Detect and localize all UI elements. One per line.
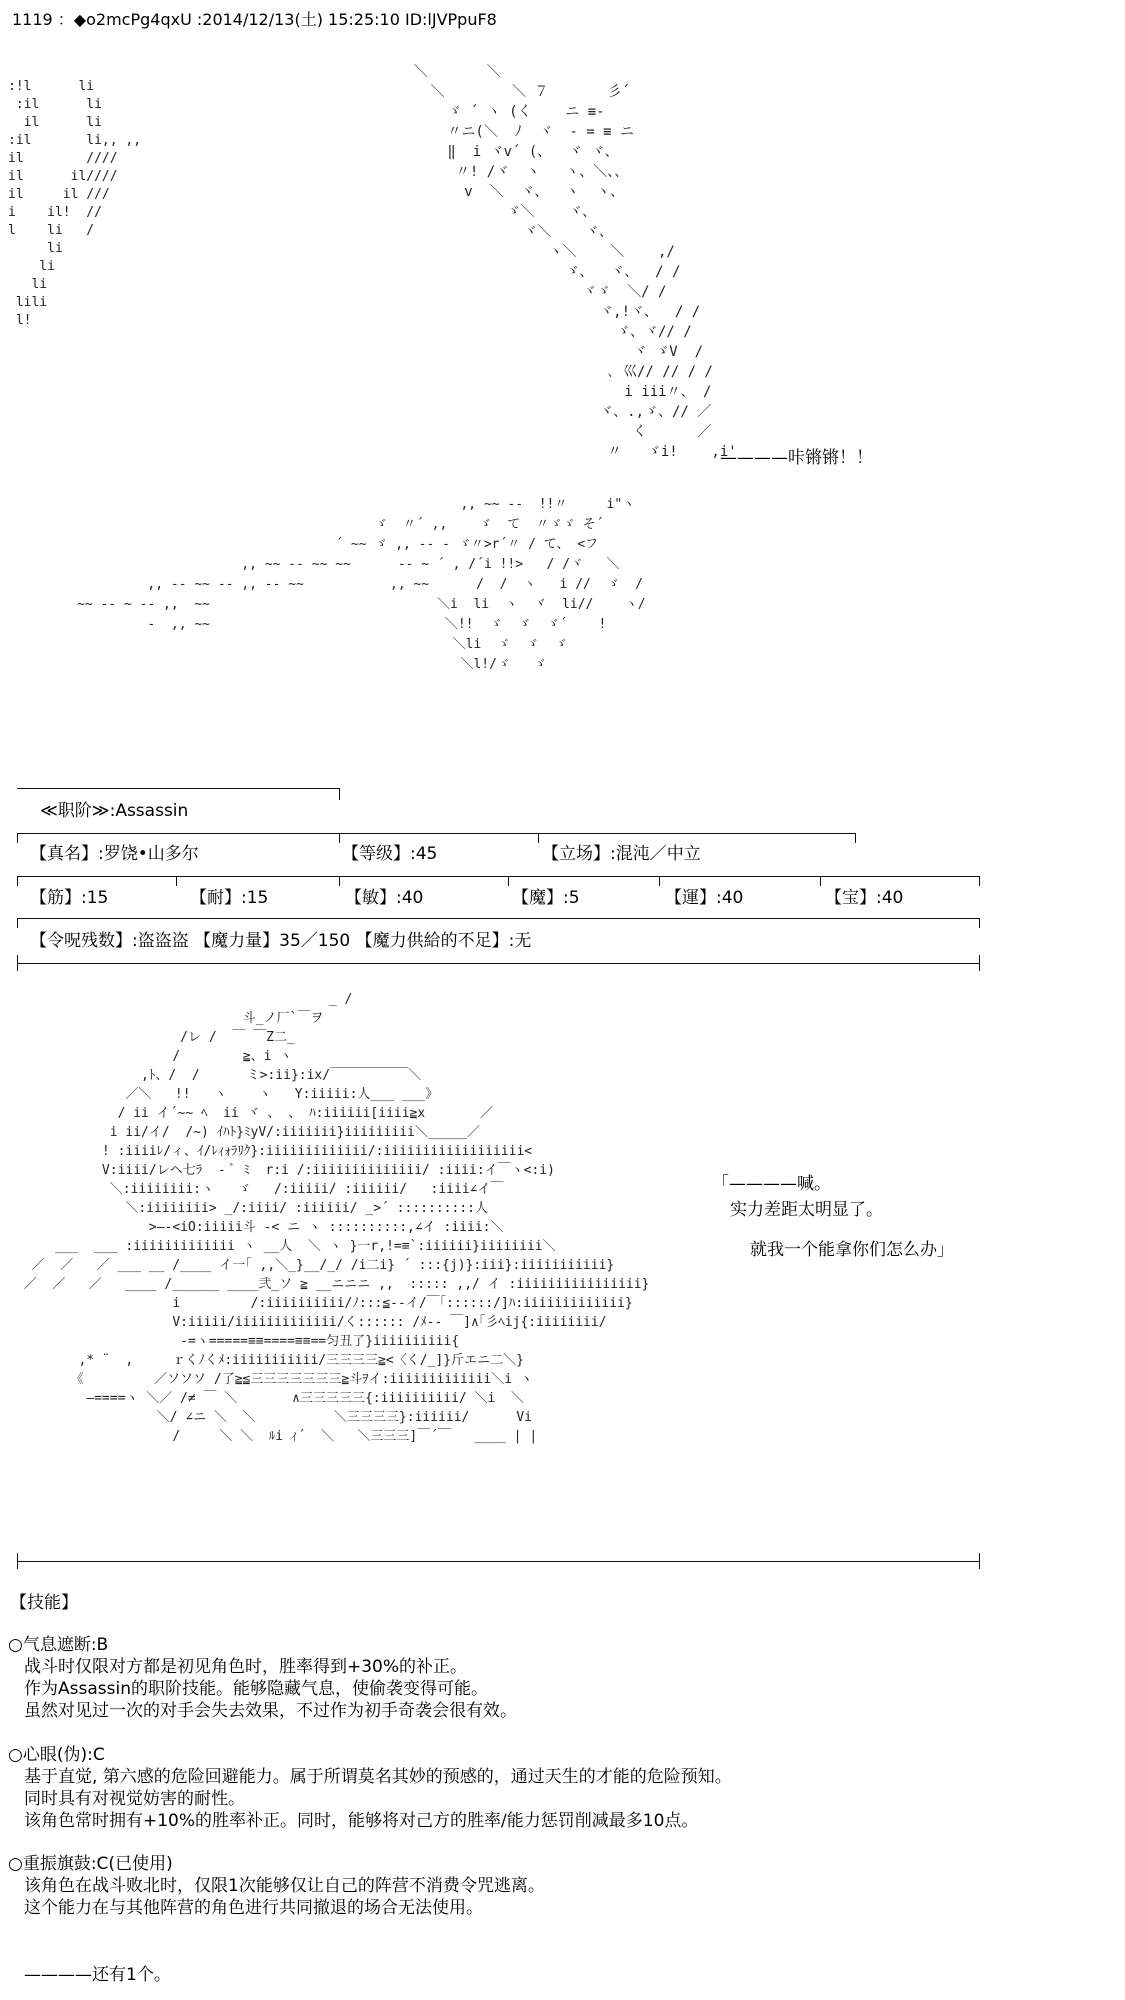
clang-sfx: ————咔锵锵！！ xyxy=(720,448,873,468)
stat-class: ≪职阶≫:Assassin xyxy=(40,801,189,821)
dialog-line-1: 「————喊。 xyxy=(712,1174,831,1194)
art-top-left: :!l li :il li il li :il li,, ,, il //// il il//// il il /// i il! // l li / li li li lili l! xyxy=(8,79,142,328)
skills-heading: 【技能】 xyxy=(10,1593,78,1613)
skill-1-line-1: 战斗时仅限对方都是初见角色时，胜率得到+30%的补正。 xyxy=(24,1657,468,1677)
stat-np: 【宝】:40 xyxy=(825,888,904,908)
skill-3-title: ○重振旗鼓:C(已使用) xyxy=(8,1854,173,1874)
dialog-line-2: 实力差距太明显了。 xyxy=(730,1200,883,1220)
stat-str: 【筋】:15 xyxy=(30,888,109,908)
stat-extra: 【令呪残数】:盗盗盗 【魔力量】35／150 【魔力供給的不足】:无 xyxy=(30,931,532,951)
stat-agi: 【敏】:40 xyxy=(345,888,424,908)
skill-1-title: ○气息遮断:B xyxy=(8,1635,109,1655)
dialog-line-3: 就我一个能拿你们怎么办」 xyxy=(750,1240,954,1260)
stat-luck: 【運】:40 xyxy=(665,888,744,908)
post-header: 1119 ：◆o2mcPg4qxU :2014/12/13(土) 15:25:10 ID:lJVPpuF8 xyxy=(12,10,497,29)
footer-note: ————还有1个。 xyxy=(24,1965,171,1985)
skill-3-line-1: 该角色在战斗败北时，仅限1次能够仅让自己的阵营不消费令咒逃离。 xyxy=(24,1876,545,1896)
skill-1-line-2: 作为Assassin的职阶技能。能够隐藏气息，使偷袭变得可能。 xyxy=(24,1679,488,1699)
divider xyxy=(17,1561,979,1562)
art-top-right: ＼ ＼ ＼ ＼ ７ 彡´ ゞ ´ ヽ (く ニ ≡- 〃ニ(＼ ﾉ ヾ - = ≡ ニ ‖ i ヾv´ (、 ヾ ヾ、 〃! /ヾ ヽ ヽ、＼、、 v ＼ ヾ、 ヽ ヽ、 ゞ＼ ヾ、 ヾ＼ ヾ、 ヽ＼ ＼ ,/ ゞ、 ヾ、 / / ヾゞ ＼/ / ヾ,!ヾ、 / / ゞ、ヾ// / ヾ ゞV / ､ 巛// // / / i iii〃、 / ヾ、.,ゞ、// ／ く ／ 〃 ゞi! ,i' xyxy=(413,64,737,460)
art-character: _ / 斗_ノ厂`￣ヲ /レ / ￣ ￣Z二_ / ≧、i ヽ ,ﾄ、/ / ミ>:ii}:ix/￣￣￣￣￣￣＼ ／＼ !! ヽ ヽ Y:iiiii:人___ ___》 / ii イ´~~ ﾍ ii ヾ 、 、 ﾊ:iiiiii[iiii≧x ／ i ii/イ/ /~) ｲﾊﾄ}ﾐyV/:iiiiiii}iiiiiiiii＼_____／ ! :iiiiﾚ/ィ、ｲ/ﾚｨｫﾗﾘｸ}:iiiiiiiiiiiii/:iiiiiiiiiiiiiiiiii< V:iiii/レヘ七ﾗ ‐ ﾞ ﾐ r:i /:iiiiiiiiiiiiii/ :iiii:イ￣ヽ<:i) ＼:iiiiiiii:ヽ ゞ /:iiiii/ :iiiiii/ :iiii∠イ￣ ＼:iiiiiiii> _/:iiii/ :iiiiii/ _>´ ::::::::::人 >―-<iO:iiiii斗 -< ニ ヽ ::::::::::,∠イ :iiii:＼ ___ ___ :iiiiiiiiiiiii ヽ __人 ＼ ヽ }一r,!=≡`:iiiiii}iiiiiiii＼ ／ ／ ／ ___ __ /____ イ一｢ ,,＼_}__/_/ /i二i} ´ :::{j)}:iii}:iiiiiiiiiii} ／ ／ ／ ____ /______ ____弐_ソ ≧ __ニニニ ,, ::::: ,,/ イ :iiiiiiiiiiiiiiii} i /:iiiiiiiiii/ﾉ:::≦-‐イ/￣｢::::::/]ﾊ:iiiiiiiiiiiii} V:iiiii/iiiiiiiiiiiii/く:::::: /ﾒ-‐ ￣]∧｢彡ﾍij{:iiiiiiii/ ‐=ヽ=====≡≡====≡≡==匀丑了}iiiiiiiiii{ ,* ¨ , ｒくﾉくﾒ:iiiiiiiiiii/三三三三≧<〈く/_]}斤エニ二＼} 《 ／ソソソ /了≧≦三三三三三三三≧斗ｦイ:iiiiiiiiiiiii＼i ヽ ―====ヽ ＼／ /≠ ￣ ＼ ∧三三三三三{:iiiiiiiiii/ ＼i ＼ ＼/ ∠ニ ＼ ＼ ＼三三三三}:iiiiii/ Vi / ＼ ＼ ﾙi ｨ´ ＼ ＼三三三]￣´￣ ____ | | xyxy=(23,992,650,1444)
stat-level: 【等级】:45 xyxy=(342,844,438,864)
skill-3-line-2: 这个能力在与其他阵营的角色进行共同撤退的场合无法使用。 xyxy=(24,1898,483,1918)
skill-2-line-2: 同时具有对视觉妨害的耐性。 xyxy=(24,1789,245,1809)
stat-mag: 【魔】:5 xyxy=(512,888,580,908)
skill-2-title: ○心眼(伪):C xyxy=(8,1745,105,1765)
stat-true-name: 【真名】:罗饶•山多尔 xyxy=(30,844,199,864)
stat-alignment: 【立场】:混沌／中立 xyxy=(542,844,701,864)
skill-1-line-3: 虽然对见过一次的对手会失去效果，不过作为初手奇袭会很有效。 xyxy=(24,1701,517,1721)
stat-end: 【耐】:15 xyxy=(190,888,269,908)
skill-2-line-3: 该角色常时拥有+10%的胜率补正。同时，能够将对己方的胜率/能力惩罚削减最多10点。 xyxy=(24,1811,699,1831)
skill-2-line-1: 基于直觉, 第六感的危险回避能力。属于所谓莫名其妙的预感的，通过天生的才能的危险预知。 xyxy=(24,1767,732,1787)
art-streaks: ,, ~~ ‐‐ !!〃 i"ヽ ゞ 〃´ ,, ゞ て 〃ゞゞ そ´ ´ ~~ ゞ ,, ‐‐ - ゞ〃>r´〃 / て、 <フ ,, ~~ ‐‐ ~~ ~~ ‐‐ ~ ´ , /´i !!> / /ヾ ＼ ,, ‐‐ ~~ ‐‐ ,, ‐‐ ~~ ,, ~~ / / ヽ i // ゞ / ~~ ‐‐ ~ ‐‐ ,, ~~ ＼i li ヽ ヾ li// ヽ/ ‐ ,, ~~ ＼!! ゞ ゞ ゞ´ ! ＼li ゞ ゞ ゞ ＼l!/ゞ ゞ xyxy=(76,497,646,672)
